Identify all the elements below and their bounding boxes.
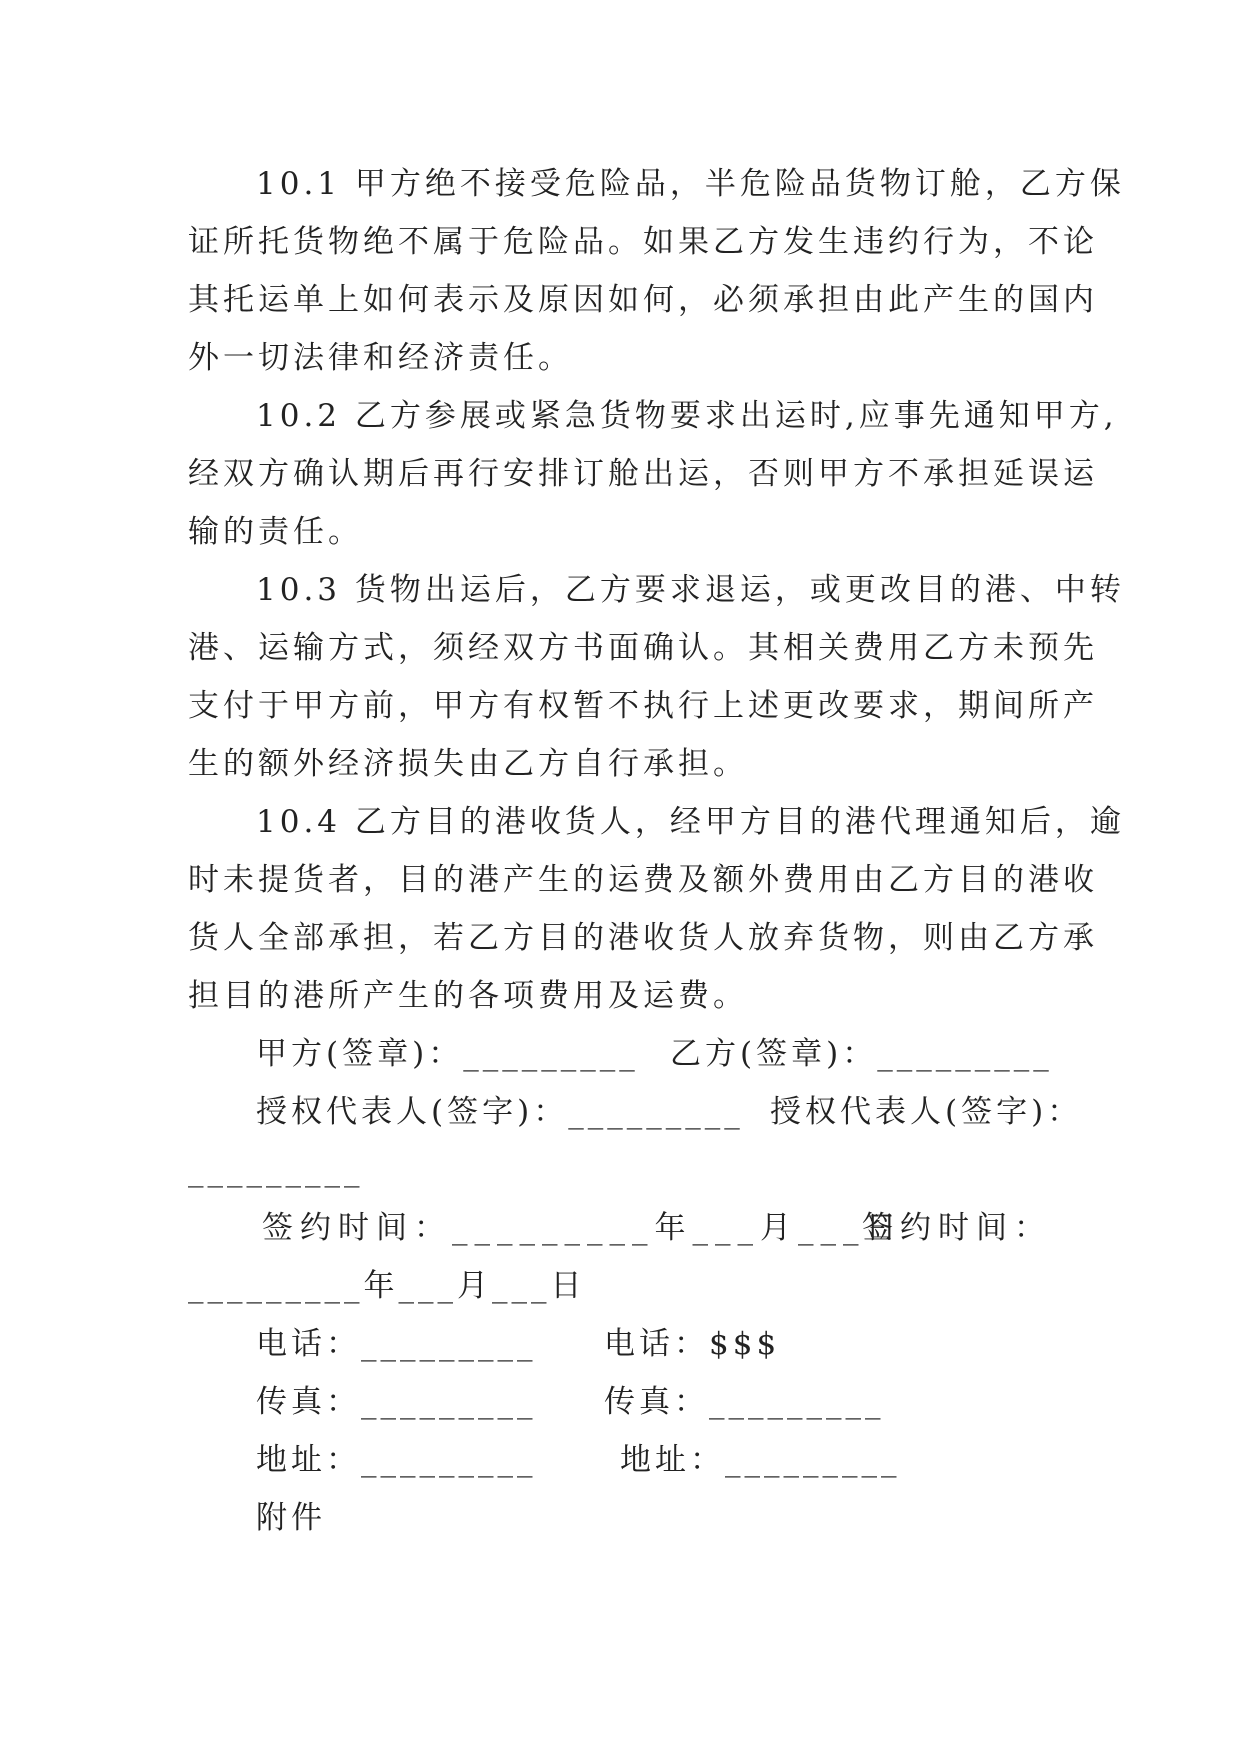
clause-10-3-line-1: 10.3 货物出运后，乙方要求退运，或更改目的港、中转 <box>256 572 1125 608</box>
party-b-fax: 传真：_________ <box>604 1384 885 1420</box>
party-b-signing-date-label: 签约时间： <box>862 1210 1052 1246</box>
attachment-label: 附件 <box>256 1500 326 1536</box>
clause-10-4-line-2: 时未提货者，目的港产生的运费及额外费用由乙方目的港收 <box>188 862 1098 898</box>
party-b-representative-blank: _________ <box>188 1152 364 1188</box>
party-b-address: 地址：_________ <box>620 1442 901 1478</box>
clause-10-2-line-3: 输的责任。 <box>188 514 363 550</box>
clause-10-3-line-2: 港、运输方式，须经双方书面确认。其相关费用乙方未预先 <box>188 630 1098 666</box>
party-b-representative: 授权代表人(签字)： <box>770 1094 1083 1130</box>
clause-10-3-line-3: 支付于甲方前，甲方有权暂不执行上述更改要求，期间所产 <box>188 688 1098 724</box>
party-b-phone: 电话：$$$ <box>604 1326 781 1362</box>
party-b-signing-date: _________年___月___日 <box>188 1268 586 1304</box>
clause-10-2-line-1: 10.2 乙方参展或紧急货物要求出运时,应事先通知甲方, <box>256 398 1118 434</box>
party-a-representative: 授权代表人(签字)：_________ <box>256 1094 744 1130</box>
party-a-seal: 甲方(签章)：_________ <box>256 1036 639 1072</box>
clause-10-1-line-2: 证所托货物绝不属于危险品。如果乙方发生违约行为，不论 <box>188 224 1098 260</box>
clause-10-1-line-4: 外一切法律和经济责任。 <box>188 340 573 376</box>
clause-10-4-line-4: 担目的港所产生的各项费用及运费。 <box>188 978 748 1014</box>
party-a-fax: 传真：_________ <box>256 1384 537 1420</box>
clause-10-1-line-3: 其托运单上如何表示及原因如何，必须承担由此产生的国内 <box>188 282 1098 318</box>
party-a-address: 地址：_________ <box>256 1442 537 1478</box>
party-b-seal: 乙方(签章)：_________ <box>670 1036 1053 1072</box>
party-a-signing-date: 签约时间：_________年___月___日 <box>262 1210 904 1246</box>
clause-10-2-line-2: 经双方确认期后再行安排订舱出运，否则甲方不承担延误运 <box>188 456 1098 492</box>
clause-10-1-line-1: 10.1 甲方绝不接受危险品，半危险品货物订舱，乙方保 <box>256 166 1125 202</box>
clause-10-4-line-1: 10.4 乙方目的港收货人，经甲方目的港代理通知后，逾 <box>256 804 1125 840</box>
clause-10-3-line-4: 生的额外经济损失由乙方自行承担。 <box>188 746 748 782</box>
clause-10-4-line-3: 货人全部承担，若乙方目的港收货人放弃货物，则由乙方承 <box>188 920 1098 956</box>
party-a-phone: 电话：_________ <box>256 1326 537 1362</box>
